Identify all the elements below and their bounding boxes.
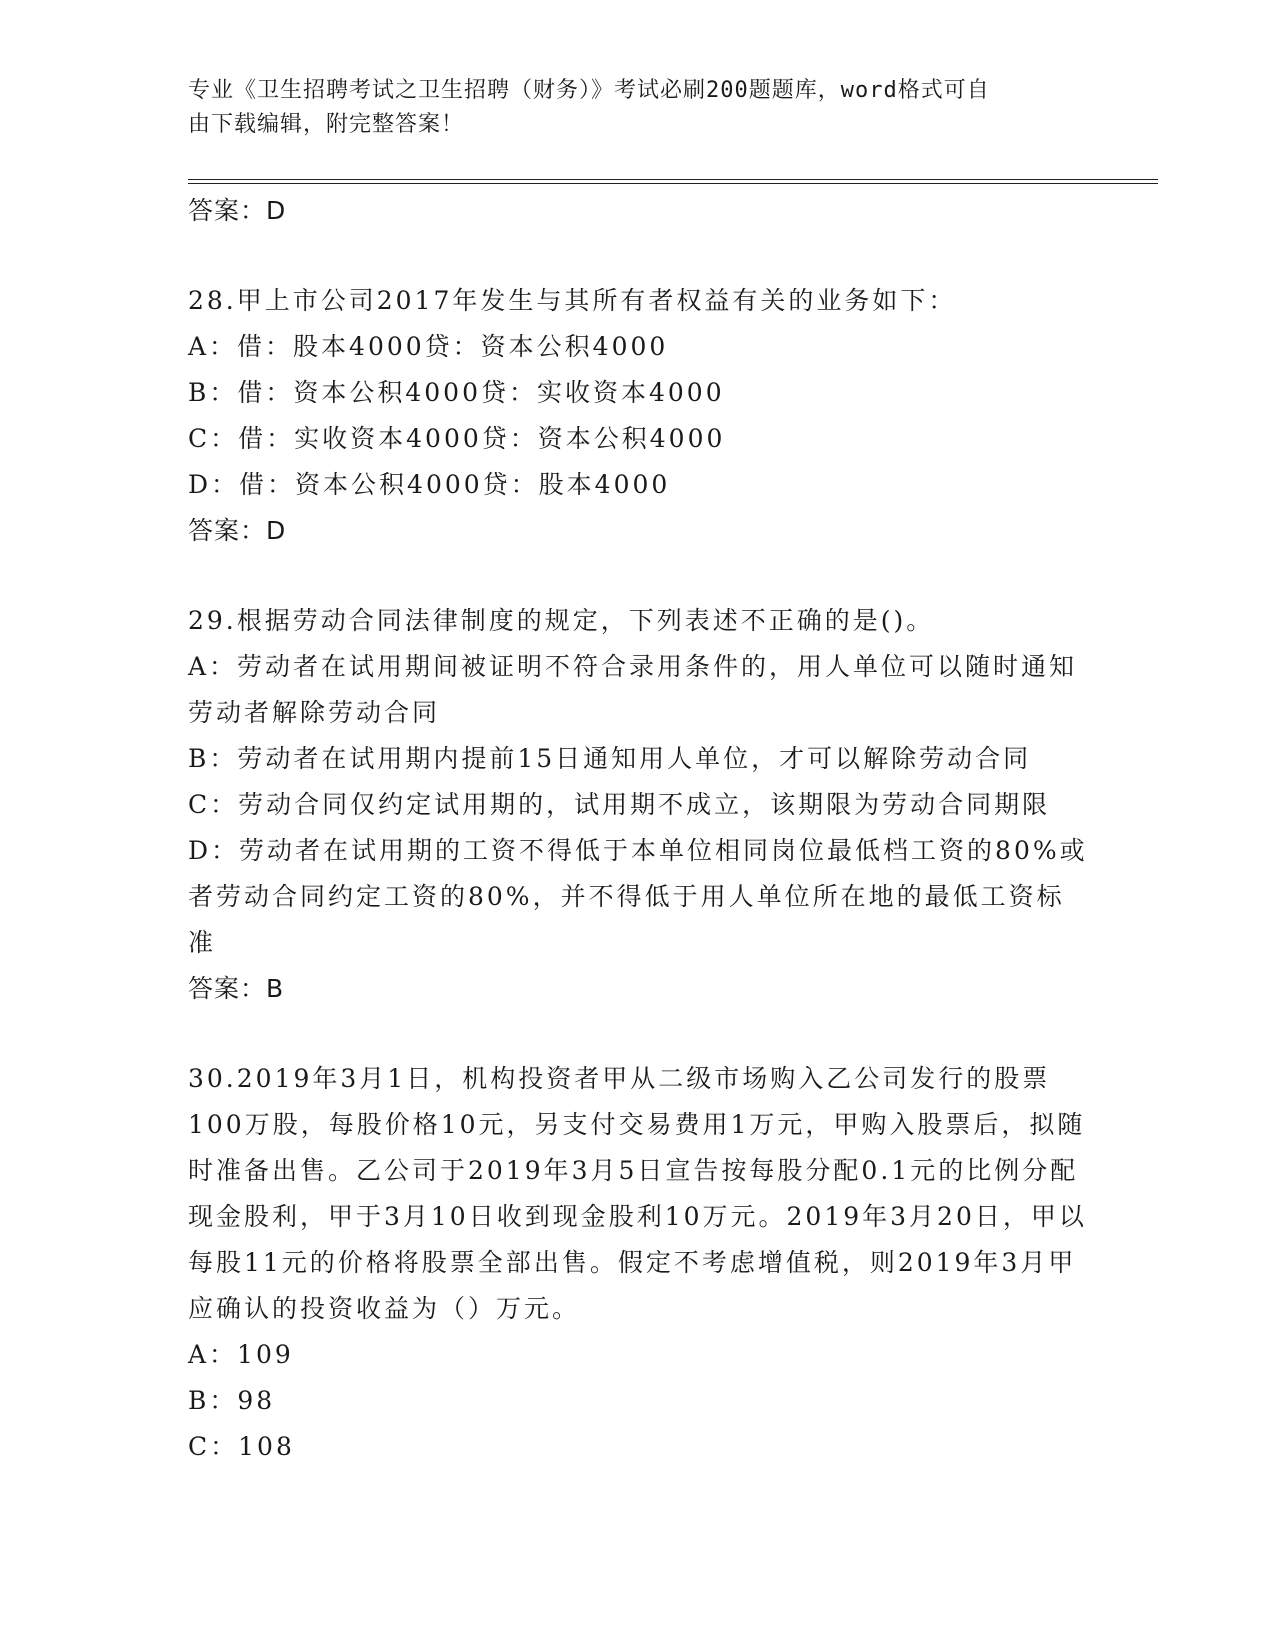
answer-line: 答案：D [188, 196, 287, 225]
header-line-2: 由下载编辑，附完整答案！ [188, 112, 465, 137]
question-block-28 [188, 278, 1088, 554]
option-c: C：借：实收资本4000贷：资本公积4000 [188, 424, 726, 453]
question-text: 28.甲上市公司2017年发生与其所有者权益有关的业务如下： [188, 286, 957, 315]
option-a: A：借：股本4000贷：资本公积4000 [188, 332, 669, 361]
question-block-30 [188, 1056, 1088, 1470]
option-d: D：劳动者在试用期的工资不得低于本单位相同岗位最低档工资的80%或者劳动合同约定工资的80%，并不得低于用人单位所在地的最低工资标准 [188, 836, 1088, 957]
question-list [188, 188, 1088, 1470]
answer-line: 答案：B [188, 974, 285, 1003]
header-line-1: 专业《卫生招聘考试之卫生招聘（财务）》考试必刷200题题库，word格式可自 [188, 78, 990, 103]
option-b: B：借：资本公积4000贷：实收资本4000 [188, 378, 725, 407]
question-text: 29.根据劳动合同法律制度的规定，下列表述不正确的是()。 [188, 606, 935, 635]
question-block-29 [188, 598, 1088, 1012]
document-header [188, 74, 1068, 142]
question-text: 30.2019年3月1日，机构投资者甲从二级市场购入乙公司发行的股票100万股，每股价格10元，另支付交易费用1万元，甲购入股票后，拟随时准备出售。乙公司于2019年3月5日宣告按每股分配0.1元的比例分配现金股利，甲于3月10日收到现金股利10万元。2019年3月20日，甲以每股11元的价格将股票全部出售。假定不考虑增值税，则2019年3月甲应确认的投资收益为（）万元。 [188, 1064, 1087, 1323]
header-divider-bottom [188, 183, 1158, 184]
option-a: A：109 [188, 1340, 294, 1369]
option-b: B：劳动者在试用期内提前15日通知用人单位，才可以解除劳动合同 [188, 744, 1032, 773]
option-d: D：借：资本公积4000贷：股本4000 [188, 470, 671, 499]
option-c: C：劳动合同仅约定试用期的，试用期不成立，该期限为劳动合同期限 [188, 790, 1051, 819]
option-b: B：98 [188, 1386, 276, 1415]
option-c: C：108 [188, 1432, 295, 1461]
answer-line: 答案：D [188, 516, 287, 545]
header-divider-top [188, 179, 1158, 180]
option-a: A：劳动者在试用期间被证明不符合录用条件的，用人单位可以随时通知劳动者解除劳动合同 [188, 652, 1078, 727]
